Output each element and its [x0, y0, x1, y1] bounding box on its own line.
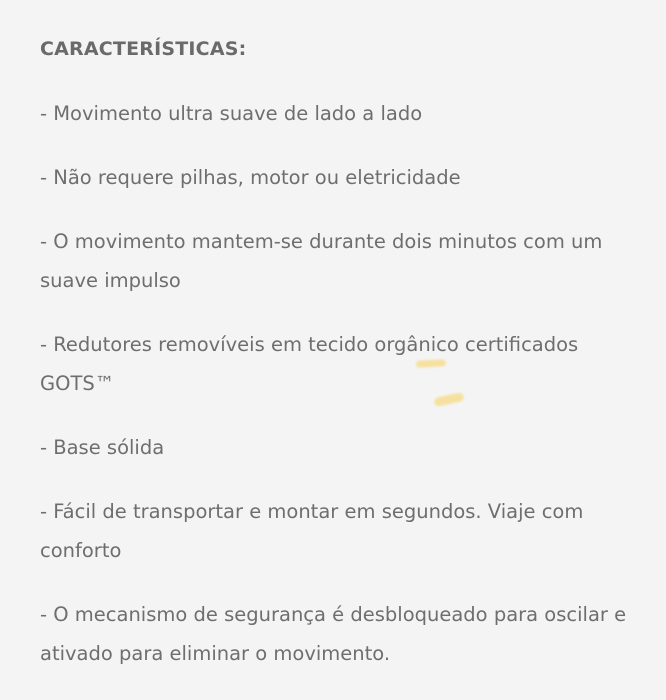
feature-item: - Redutores removíveis em tecido orgânico certificados GOTS™: [40, 333, 579, 395]
feature-item: - Movimento ultra suave de lado a lado: [40, 102, 423, 125]
features-heading: CARACTERÍSTICAS:: [40, 38, 247, 60]
feature-item: - Base sólida: [40, 436, 165, 459]
product-features: [40, 30, 636, 698]
feature-item: - O movimento mantem-se durante dois minutos com um suave impulso: [40, 230, 603, 292]
feature-item: - Não requere pilhas, motor ou eletricidade: [40, 166, 461, 189]
feature-item: - O mecanismo de segurança é desbloqueado para oscilar e ativado para eliminar o movimento.: [40, 603, 627, 665]
feature-item: - Fácil de transportar e montar em segundos. Viaje com conforto: [40, 500, 584, 562]
